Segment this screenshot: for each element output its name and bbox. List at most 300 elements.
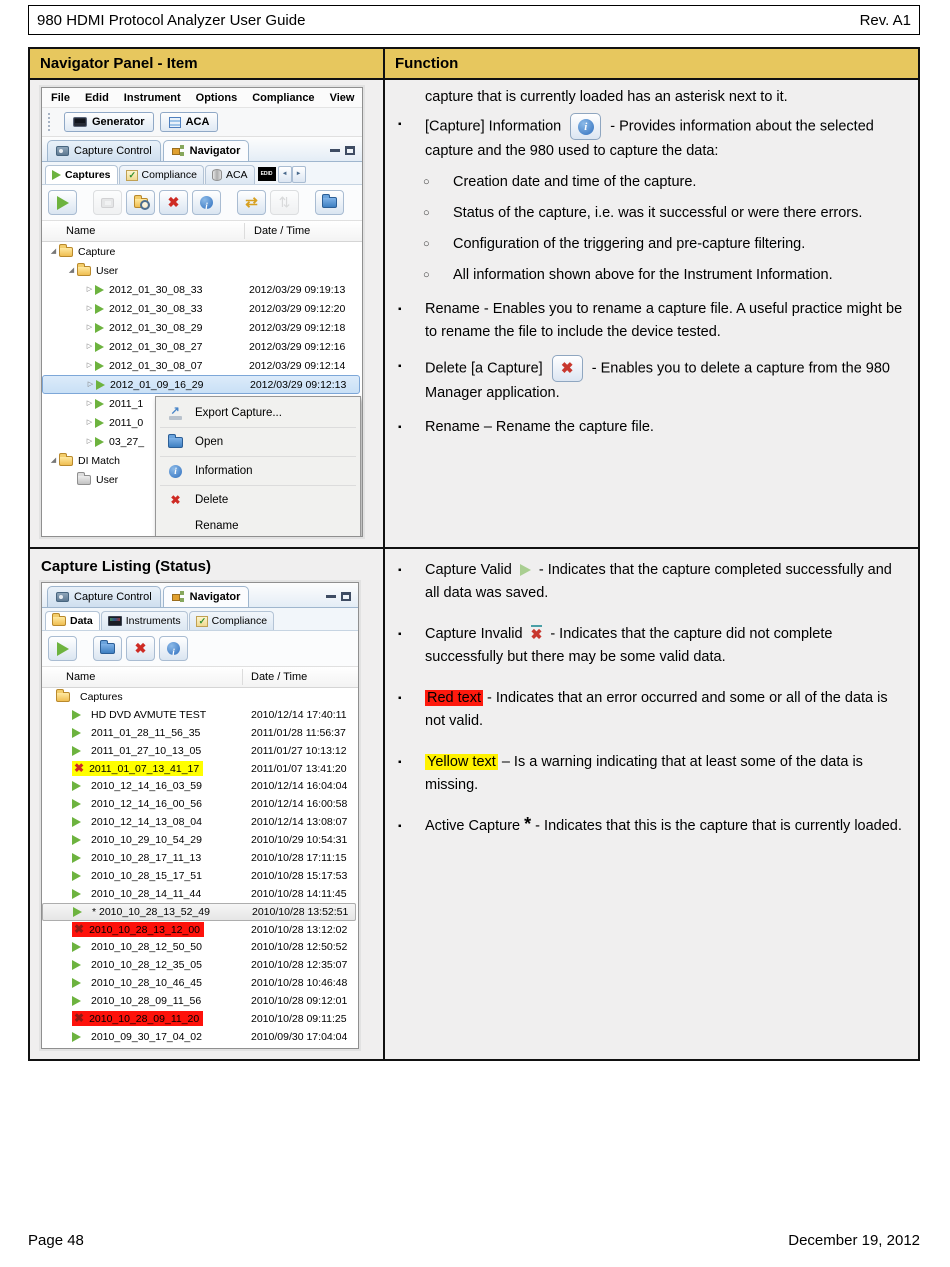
tree-expand-arrow[interactable]: ▷ [86,343,93,350]
capture-row[interactable] [42,375,360,394]
capture-valid-icon [72,799,81,809]
export-icon-wrap [168,407,183,420]
info-circle-icon [200,196,213,209]
delete-x-icon-wrap [168,494,183,507]
row-datetime: 2012/03/29 09:12:18 [249,321,346,334]
capture-row[interactable] [42,849,358,867]
capture-row[interactable] [42,356,362,375]
row-datetime: 2011/01/27 10:13:12 [251,744,347,757]
capture-valid-icon [95,418,104,428]
info-circle-icon-wrap [168,465,183,478]
compliance-icon [196,616,208,627]
row-name: 2010_10_28_09_11_56 [91,995,202,1008]
tab-label: Compliance [141,169,197,181]
row-name: 2010_10_28_10_46_45 [91,977,202,990]
bullet-text: Active Capture * - Indicates that this is the capture that is currently loaded. [425,814,902,834]
capture-row[interactable] [42,280,362,299]
menu-item-information[interactable] [156,458,360,484]
capture-valid-icon [95,361,104,371]
tab-navigator[interactable] [163,140,250,161]
tab-capture-control[interactable] [47,586,161,607]
capture-information-button[interactable] [192,190,221,215]
menu-item-export-capture[interactable] [156,400,360,426]
maximize-icon[interactable] [341,592,351,601]
row-content [72,709,206,721]
row-name: 2010_12_14_13_08_04 [91,816,202,829]
row-name: 2012_01_30_08_29 [109,321,203,334]
row-name: User [96,264,119,277]
tab-label: ACA [225,169,248,181]
row-datetime: 2010/10/28 13:52:51 [252,905,349,918]
tree-collapse-arrow[interactable]: ◢ [50,457,57,464]
menubar [42,88,362,108]
capture-row[interactable] [42,956,358,974]
row-name: 2012_01_09_16_29 [110,378,204,391]
row-name: 2012_01_30_08_07 [109,359,203,372]
row-name: 2010_10_28_14_11_44 [91,887,202,900]
capture-control-icon [56,146,69,156]
open-capture-button[interactable] [315,190,344,215]
aca-grid-icon [169,117,181,128]
tab-label: Instruments [125,615,181,627]
function-bullet [398,416,904,439]
row-name: 2010_10_28_13_12_00 [89,923,201,936]
capture-valid-icon [72,871,81,881]
row-name: 2011_01_28_11_56_35 [91,726,201,739]
window-buttons [326,592,353,607]
row-datetime: 2010/10/28 15:17:53 [251,869,348,882]
row-name: 2010_10_28_17_11_13 [91,851,202,864]
tree-collapse-arrow[interactable]: ◢ [50,248,57,255]
bullet-marker: ○ [423,176,430,188]
open-capture-button[interactable] [93,636,122,661]
row-name: 2010_10_28_12_35_05 [91,959,202,972]
yellow-text-highlight: Yellow text [427,754,496,770]
bullet-marker: ▪ [398,119,402,130]
menu-item-label: Information [195,465,253,477]
tree-expand-arrow[interactable]: ▷ [86,400,93,407]
function-cell-capture-listing [385,549,918,1059]
row-content [72,816,202,828]
tree-expand-arrow[interactable]: ▷ [86,286,93,293]
row-datetime: 2010/10/28 09:12:01 [251,995,348,1008]
tab-capture-control[interactable] [47,140,161,161]
row-name: 2010_10_28_09_11_20 [89,1012,200,1025]
capture-row[interactable] [42,318,362,337]
row-datetime: 2010/12/14 16:00:58 [251,798,348,811]
swap-icon [245,194,258,212]
capture-valid-icon [72,710,81,720]
play-icon [57,642,69,656]
main-tab-bar [42,137,362,162]
row-name: Captures [80,690,123,703]
capture-valid-icon [52,170,61,180]
bullet-text: Delete [a Capture] ✖ - Enables you to delete a capture from the 980 Manager application. [425,355,904,405]
capture-valid-icon [95,342,104,352]
inline-button-frame [552,355,583,382]
bullet-text: Status of the capture, i.e. was it successful or were there errors. [453,205,863,221]
row-content [72,977,202,989]
tab-captures[interactable] [45,165,118,184]
bullet-marker: ○ [423,238,430,250]
tree-expand-arrow[interactable]: ▷ [86,438,93,445]
name-column-header[interactable]: Name [66,225,96,237]
row-content [72,745,201,757]
capture-row[interactable] [42,974,358,992]
navigator-icon [172,145,185,157]
tab-compliance[interactable] [119,165,204,184]
capture-valid-icon [72,746,81,756]
row-datetime: 2011/01/28 11:56:37 [251,726,346,739]
row-datetime: 2012/03/29 09:12:14 [249,359,346,372]
row-content [72,780,202,792]
bullet-text: Rename - Enables you to rename a capture file. A useful practice might be to rename the file to include the device tested. [425,301,903,340]
tree-expand-arrow[interactable]: ▷ [86,362,93,369]
row-name: 2010_09_30_17_04_02 [91,1030,202,1043]
capture-valid-icon [72,978,81,988]
capture-valid-icon [72,960,81,970]
menu-item-rename[interactable] [156,513,360,537]
footer-date: December 19, 2012 [788,1232,920,1249]
datetime-column-header[interactable]: Date / Time [251,671,308,683]
edid-tile-tab[interactable]: EDID [258,167,276,181]
delete-x-icon [170,494,180,507]
menu-edid[interactable]: Edid [84,92,109,104]
capture-row[interactable] [42,777,358,795]
capture-row[interactable] [42,724,358,742]
transfer-capture-button[interactable] [237,190,266,215]
row-datetime: 2010/10/28 17:11:15 [251,851,347,864]
context-menu [155,396,361,537]
page-footer [28,1232,920,1249]
info-circle-icon [167,642,180,655]
aca-label: ACA [185,116,210,128]
tab-compliance[interactable] [189,611,274,630]
row-datetime: 2012/03/29 09:19:13 [249,283,346,296]
function-bullet-list [398,113,904,439]
capture-row[interactable] [42,742,358,760]
datetime-column-header[interactable]: Date / Time [254,225,311,237]
capture-row[interactable] [42,706,358,724]
function-cell-navigator [385,80,918,547]
capture-row[interactable] [42,337,362,356]
doc-title: 980 HDMI Protocol Analyzer User Guide [37,11,306,29]
row-datetime: 2010/10/28 13:12:02 [251,923,348,936]
window-buttons [330,146,357,161]
navigator-screenshot [41,87,363,537]
menu-item-label: Delete [195,494,229,506]
tree-expand-arrow[interactable]: ▷ [86,324,93,331]
row-datetime: 2010/10/28 14:11:45 [251,887,347,900]
menu-item-delete[interactable] [156,487,360,513]
row-datetime: 2010/10/28 12:35:07 [251,959,348,972]
capture-list [42,688,358,1046]
bullet-text: All information shown above for the Instrument Information. [453,267,833,283]
yellow-highlight [72,761,203,776]
capture-row[interactable] [42,299,362,318]
row-datetime: 2010/12/14 17:40:11 [251,708,347,721]
open-folder-icon-wrap [168,437,183,448]
capture-valid-icon [96,380,105,390]
capture-invalid-icon [74,923,84,936]
tab-label: Captures [65,169,111,181]
delete-capture-button[interactable] [126,636,155,661]
tree-expand-arrow[interactable]: ▷ [87,381,94,388]
red-highlight [72,1011,203,1026]
menu-instrument[interactable]: Instrument [123,92,181,104]
row-content [72,727,200,739]
row-datetime: 2010/10/29 10:54:31 [251,834,348,847]
bullet-text: Capture Invalid ✖ - Indicates that the capture did not complete successfully but there may be some valid data. [425,623,904,669]
folder-icon [77,266,91,276]
row-name: 2011_01_07_13_41_17 [89,762,200,775]
function-bullet [398,233,904,256]
row-name: 2010_12_14_16_03_59 [91,780,202,793]
capture-valid-icon [72,781,81,791]
row-name: 2012_01_30_08_27 [109,340,203,353]
capture-invalid-icon [74,1012,84,1025]
row-name: DI Match [78,454,121,467]
toolbar-grip[interactable] [48,113,51,131]
capture-row[interactable] [42,921,358,939]
menu-options[interactable]: Options [195,92,238,104]
capture-valid-icon [72,996,81,1006]
app-toolbar [42,108,362,137]
list-header [42,667,358,688]
aca-button[interactable] [160,112,219,132]
row-datetime: 2010/10/28 10:46:48 [251,977,348,990]
row-name: 2010_10_29_10_54_29 [91,834,202,847]
capture-valid-icon [73,907,82,917]
bullet-marker: ▪ [398,361,402,372]
row-name: Capture [78,245,116,258]
row-name: * 2010_10_28_13_52_49 [92,905,210,918]
tab-navigator[interactable] [163,586,250,607]
row-name: 2010_12_14_16_00_56 [91,798,202,811]
open-folder-icon [322,197,337,208]
tab-instruments[interactable] [101,611,188,630]
open-folder-gold-icon [52,616,66,626]
row-datetime: 2010/09/30 17:04:04 [251,1030,348,1043]
table-header-row [30,49,918,80]
tab-label: Capture Control [74,591,152,603]
row-name: 2011_1 [109,397,144,410]
menu-separator [160,456,356,457]
capture-invalid-icon [74,762,84,775]
tab-aca[interactable] [205,165,255,184]
capture-listing-screenshot [41,582,359,1049]
bullet-marker: ▪ [398,304,402,315]
capture-row[interactable] [42,867,358,885]
capture-row[interactable] [42,795,358,813]
save-icon [101,198,114,208]
capture-valid-icon [72,1032,81,1042]
folder-row[interactable] [42,261,362,280]
function-bullet [398,264,904,287]
instruments-icon [108,616,122,626]
bullet-text: Creation date and time of the capture. [453,174,697,190]
tab-label: Navigator [189,145,241,157]
row-name: 2012_01_30_08_33 [109,283,203,296]
row-content [72,834,202,846]
menu-compliance[interactable]: Compliance [252,92,315,104]
red-highlight [72,922,204,937]
folder-gray-icon [77,475,91,485]
tab-label: Compliance [211,615,268,627]
menu-file[interactable]: File [51,92,70,104]
folder-icon [59,247,73,257]
row-name: 2010_10_28_12_50_50 [91,941,202,954]
folder-icon [59,456,73,466]
row-content [72,870,202,882]
run-capture-button[interactable] [48,190,77,215]
folder-open-icon [56,692,70,702]
delete-button-icon [561,357,574,381]
menu-item-label: Open [195,436,224,448]
capture-row[interactable] [42,813,358,831]
row-content [72,852,201,864]
tab-data[interactable] [45,611,100,630]
function-bullet-list [398,555,904,838]
capture-control-icon [56,592,69,602]
row-datetime: 2010/12/14 16:04:04 [251,780,348,793]
capture-valid-icon [95,285,104,295]
col-header-navigator-panel-item: Navigator Panel - Item [30,49,385,78]
minimize-icon[interactable] [326,595,336,598]
valid-inline-icon [520,564,531,576]
row-datetime: 2010/10/28 12:50:52 [251,941,348,954]
actions-toolbar [42,631,358,667]
compliance-icon [126,170,138,181]
bullet-marker: ▪ [398,422,402,433]
capture-valid-icon [72,817,81,827]
function-bullet [398,171,904,194]
bullet-marker: ▪ [398,693,402,704]
capture-row[interactable] [42,938,358,956]
name-column-header[interactable]: Name [66,671,96,683]
tree-collapse-arrow[interactable]: ◢ [68,267,75,274]
row-name: User [96,473,119,486]
bullet-marker: ▪ [398,565,402,576]
browse-captures-button[interactable] [126,190,155,215]
column-divider[interactable] [242,669,243,685]
row-name: 2010_10_28_15_17_51 [91,869,202,882]
play-icon [57,196,69,210]
tree-expand-arrow[interactable]: ▷ [86,305,93,312]
minimize-icon[interactable] [330,149,340,152]
menu-item-label: Rename [195,520,239,532]
function-bullet [398,355,904,405]
bullet-marker: ○ [423,207,430,219]
capture-row[interactable] [42,992,358,1010]
open-folder-icon [100,643,115,654]
updown-icon [279,194,291,212]
bullet-text: Yellow text – Is a warning indicating that at least some of the data is missing. [425,754,863,793]
page-number: Page 48 [28,1232,84,1249]
folder-row[interactable] [42,688,358,706]
capture-valid-icon [72,942,81,952]
row-content [72,1031,202,1043]
row-name: 03_27_ [109,435,145,448]
tree-expand-arrow[interactable]: ▷ [86,419,93,426]
row-content [73,906,210,918]
menu-separator [160,427,356,428]
col-header-function: Function [395,55,459,72]
navigator-icon [172,591,185,603]
scroll-left-button[interactable]: ◄ [278,166,292,183]
bullet-text: Red text - Indicates that an error occurred and some or all of the data is not valid. [425,690,888,729]
menu-item-label: Export Capture... [195,407,282,419]
capture-row[interactable] [42,1028,358,1046]
bullet-marker: ▪ [398,821,402,832]
folder-row[interactable] [42,242,362,261]
save-capture-button [93,190,122,215]
capture-valid-icon [95,323,104,333]
row-datetime: 2012/03/29 09:12:20 [249,302,346,315]
tab-label: Data [70,615,93,627]
bullet-marker: ○ [423,269,430,281]
run-capture-button[interactable] [48,636,77,661]
page-header [28,5,920,35]
capture-row[interactable] [42,885,358,903]
function-intro-text: capture that is currently loaded has an asterisk next to it. [425,89,788,105]
menu-separator [160,485,356,486]
delete-x-icon [135,640,147,658]
capture-listing-heading: Capture Listing (Status) [41,558,212,575]
capture-valid-icon [72,853,81,863]
row-content [56,691,123,703]
function-bullet [398,202,904,225]
capture-row[interactable] [42,1010,358,1028]
sub-tab-bar [42,608,358,631]
info-button-icon [578,119,594,135]
doc-revision: Rev. A1 [859,11,911,29]
menu-view[interactable]: View [329,92,355,104]
bullet-text: Rename – Rename the capture file. [425,419,654,435]
row-datetime: 2012/03/29 09:12:16 [249,340,346,353]
maximize-icon[interactable] [345,146,355,155]
cylinder-icon [212,169,222,181]
capture-row[interactable] [42,831,358,849]
function-bullet [398,559,904,605]
row-datetime: 2011/01/07 13:41:20 [251,762,347,775]
capture-row[interactable] [42,903,356,921]
capture-row[interactable] [42,760,358,778]
menu-item-open[interactable] [156,429,360,455]
bullet-marker: ▪ [398,757,402,768]
main-tab-bar [42,583,358,608]
function-bullet [398,687,904,733]
row-name: 2011_01_27_10_13_05 [91,744,202,757]
open-folder-icon [168,437,183,448]
table-row-navigator-panel [30,80,918,547]
capture-valid-icon [95,437,104,447]
generator-icon [73,117,87,127]
function-bullet [398,815,904,838]
bullet-text: [Capture] Information i - Provides information about the selected capture and the 980 used to capture the data: [425,113,904,163]
row-name: 2011_0 [109,416,144,429]
row-name: 2012_01_30_08_33 [109,302,203,315]
scroll-right-button[interactable]: ► [292,166,306,183]
delete-capture-button[interactable] [159,190,188,215]
generator-button[interactable] [64,112,154,132]
search-folder-icon [134,198,148,208]
column-divider[interactable] [244,223,245,239]
function-bullet [398,623,904,669]
capture-valid-icon [72,728,81,738]
row-content [72,995,201,1007]
capture-information-button[interactable] [159,636,188,661]
